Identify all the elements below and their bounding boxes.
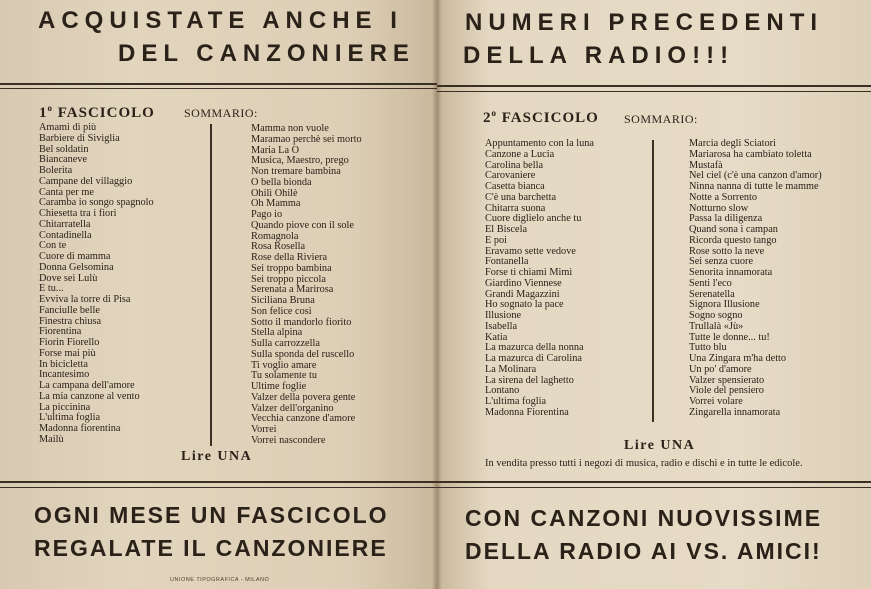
song-title: Quando piove con il sole (251, 219, 354, 231)
song-title: Bolerita (39, 165, 73, 176)
song-title: La campana dell'amore (39, 380, 135, 391)
song-title: La mazurca della nonna (485, 342, 584, 354)
song-title: Canzone a Lucia (485, 148, 555, 160)
right-price: Lire UNA (624, 438, 696, 453)
song-title: Zingarella innamorata (689, 406, 781, 418)
song-title: Bel soldatin (39, 143, 89, 155)
song-title: Romagnola (251, 230, 299, 242)
left-footer-line2: REGALATE IL CANZONIERE (34, 535, 388, 561)
left-headline-line1: ACQUISTATE ANCHE I (38, 7, 403, 34)
song-title: Maramao perchè sei morto (251, 133, 362, 145)
song-title: Amami di più (39, 122, 97, 133)
song-title: Canta per me (39, 186, 94, 198)
left-song-list-col1 (39, 123, 154, 446)
song-title: Fiorin Fiorello (39, 337, 100, 348)
song-title: Nel ciel (c'è una canzon d'amor) (689, 170, 822, 182)
song-title: L'ultima foglia (485, 396, 547, 407)
song-title: Cuore di mamma (39, 251, 111, 262)
song-title: Fanciulle belle (39, 304, 100, 316)
right-bottom-rule-thin (437, 487, 871, 488)
song-title: El Biscela (485, 224, 528, 235)
song-title: Fiorentina (39, 326, 82, 338)
song-title: Mailù (39, 433, 64, 445)
song-title: Tutto blu (689, 342, 727, 354)
song-title: Sulla carrozzella (251, 338, 320, 349)
song-title: Ohilì Ohilè (251, 187, 298, 199)
song-title: Passa la diligenza (689, 213, 763, 225)
song-title: Son felice così (251, 305, 312, 317)
left-column-divider (210, 124, 212, 446)
song-title: Una Zingara m'ha detto (689, 353, 787, 364)
song-title: Valzer dell'organino (251, 402, 334, 414)
song-title: Chiesetta tra i fiori (39, 208, 117, 219)
page-gutter (432, 0, 442, 589)
song-title: Rose della Riviera (251, 252, 328, 263)
left-top-rule (0, 83, 437, 85)
song-title: E poi (485, 234, 508, 246)
right-sommario-label: SOMMARIO: (624, 112, 698, 126)
song-title: Biancaneve (39, 154, 88, 166)
song-title: Vorrei volare (689, 396, 743, 407)
song-title: Carolina bella (485, 159, 544, 171)
song-title: Tu solamente tu (251, 370, 317, 382)
song-title: Un po' d'amore (689, 363, 752, 375)
song-title: Sei troppo piccola (251, 273, 326, 285)
song-title: Ho sognato la pace (485, 299, 564, 311)
song-title: Cuore diglielo anche tu (485, 213, 582, 225)
song-title: Mustafà (689, 159, 723, 171)
right-bottom-rule (437, 481, 871, 483)
right-headline-line1: NUMERI PRECEDENTI (465, 9, 824, 36)
song-title: Vorrei nascondere (251, 434, 326, 446)
song-title: Ti voglio amare (251, 359, 317, 371)
right-footer-line2: DELLA RADIO AI VS. AMICI! (465, 538, 822, 564)
song-title: Notturno slow (689, 202, 749, 214)
song-title: Illusione (485, 310, 522, 321)
right-column-divider (652, 140, 654, 422)
song-title: Campane del villaggio (39, 175, 133, 187)
song-title: E tu... (39, 283, 64, 295)
left-bottom-rule (0, 481, 437, 483)
song-title: Pago io (251, 209, 283, 220)
right-page (437, 0, 871, 589)
song-title: Valzer della povera gente (251, 391, 356, 403)
song-title: Incantesimo (39, 369, 90, 381)
song-title: Senorita innamorata (689, 267, 773, 278)
song-title: Caramba io songo spagnolo (39, 197, 154, 209)
right-headline-line2: DELLA RADIO!!! (463, 42, 735, 69)
song-title: Valzer spensierato (689, 374, 765, 386)
right-song-list-col2 (689, 139, 822, 419)
song-title: Contadinella (39, 229, 92, 241)
song-title: Giardino Viennese (485, 277, 562, 289)
song-title: Sulla sponda del ruscello (251, 348, 355, 360)
song-title: Eravamo sette vedove (485, 245, 576, 257)
song-title: Quand sona i campan (689, 224, 778, 235)
song-title: Notte a Sorrento (689, 191, 758, 203)
song-title: Mariarosa ha cambiato toletta (689, 148, 812, 160)
left-top-rule-thin (0, 88, 437, 89)
song-title: Musica, Maestro, prego (251, 155, 349, 167)
right-fascicolo-heading: 2$^o$ FASCICOLO (483, 108, 599, 126)
song-title: Rosa Rosella (251, 241, 306, 253)
song-title: Non tremare bambina (251, 166, 341, 177)
song-title: Madonna fiorentina (39, 423, 121, 434)
song-title: La piccinina (39, 401, 91, 413)
song-title: Evviva la torre di Pisa (39, 294, 131, 305)
left-price: Lire UNA (181, 449, 253, 464)
song-title: In bicicletta (39, 358, 88, 370)
song-title: Lontano (485, 385, 520, 397)
left-fascicolo-heading: 1$^o$ FASCICOLO (39, 103, 155, 121)
right-top-rule (437, 85, 871, 87)
song-title: Fontanella (485, 256, 529, 268)
song-title: Trullalà «Jù» (689, 320, 744, 332)
song-title: Chitarra suona (485, 202, 546, 214)
song-title: Viole del pensiero (689, 385, 764, 397)
left-bottom-rule-thin (0, 487, 437, 488)
song-title: Vecchia canzone d'amore (251, 413, 356, 425)
song-title: Oh Mamma (251, 198, 301, 210)
song-title: Finestra chiusa (39, 315, 102, 327)
song-title: Sei troppo bambina (251, 262, 332, 274)
song-title: Serenata a Marirosa (251, 284, 334, 296)
song-title: Siciliana Bruna (251, 295, 315, 306)
song-title: C'è una barchetta (485, 191, 557, 203)
right-top-rule-thin (437, 91, 871, 92)
song-title: Dove sei Lulù (39, 272, 98, 284)
song-title: Tutte le donne... tu! (689, 331, 770, 343)
song-title: Madonna Fiorentina (485, 406, 569, 418)
song-title: Con te (39, 240, 67, 252)
song-title: Grandi Magazzini (485, 288, 560, 300)
song-title: Sotto il mandorlo fiorito (251, 316, 352, 328)
song-title: Serenatella (689, 288, 735, 300)
song-title: Marcia degli Sciatori (689, 138, 776, 149)
song-title: Senti l'eco (689, 277, 732, 289)
song-title: Donna Gelsomina (39, 261, 114, 273)
song-title: L'ultima foglia (39, 412, 101, 424)
right-song-list-col1 (485, 139, 594, 419)
left-headline-line2: DEL CANZONIERE (118, 40, 415, 67)
song-title: Signora Illusione (689, 299, 760, 311)
song-title: Mamma non vuole (251, 123, 329, 134)
song-title: Appuntamento con la luna (485, 138, 594, 149)
song-title: Forse mai più (39, 347, 96, 359)
song-title: Barbiere di Siviglia (39, 132, 120, 144)
song-title: La mia canzone al vento (39, 390, 140, 402)
song-title: La sirena del laghetto (485, 374, 574, 386)
left-footer-line1: OGNI MESE UN FASCICOLO (34, 502, 389, 528)
song-title: Carovaniere (485, 170, 536, 182)
song-title: Ricorda questo tango (689, 234, 777, 246)
left-song-list-col2 (251, 124, 362, 447)
song-title: Chitarratella (39, 218, 91, 230)
song-title: Ninna nanna di tutte le mamme (689, 181, 819, 192)
song-title: Sei senza cuore (689, 256, 754, 268)
song-title: Stella alpina (251, 327, 303, 339)
song-title: Katia (485, 331, 508, 343)
availability-note: In vendita presso tutti i negozi di musica, radio e dischi e in tutte le edicole. (485, 458, 803, 469)
song-title: Ultime foglie (251, 381, 307, 392)
song-title: Isabella (485, 320, 518, 332)
right-footer-line1: CON CANZONI NUOVISSIME (465, 505, 823, 531)
printer-credit: UNIONE TIPOGRAFICA - MILANO (170, 577, 270, 583)
song-title: Casetta bianca (485, 181, 545, 192)
song-title: O bella bionda (251, 176, 312, 188)
song-title: La Molinara (485, 363, 537, 375)
song-title: Vorrei (251, 424, 277, 435)
song-title: Sogno sogno (689, 310, 743, 321)
song-title: Maria La O (251, 144, 300, 156)
song-title: La mazurca di Carolina (485, 353, 582, 364)
song-title: Rose sotto la neve (689, 245, 765, 257)
song-title: Forse ti chiami Mimì (485, 267, 573, 278)
left-sommario-label: SOMMARIO: (184, 106, 258, 120)
